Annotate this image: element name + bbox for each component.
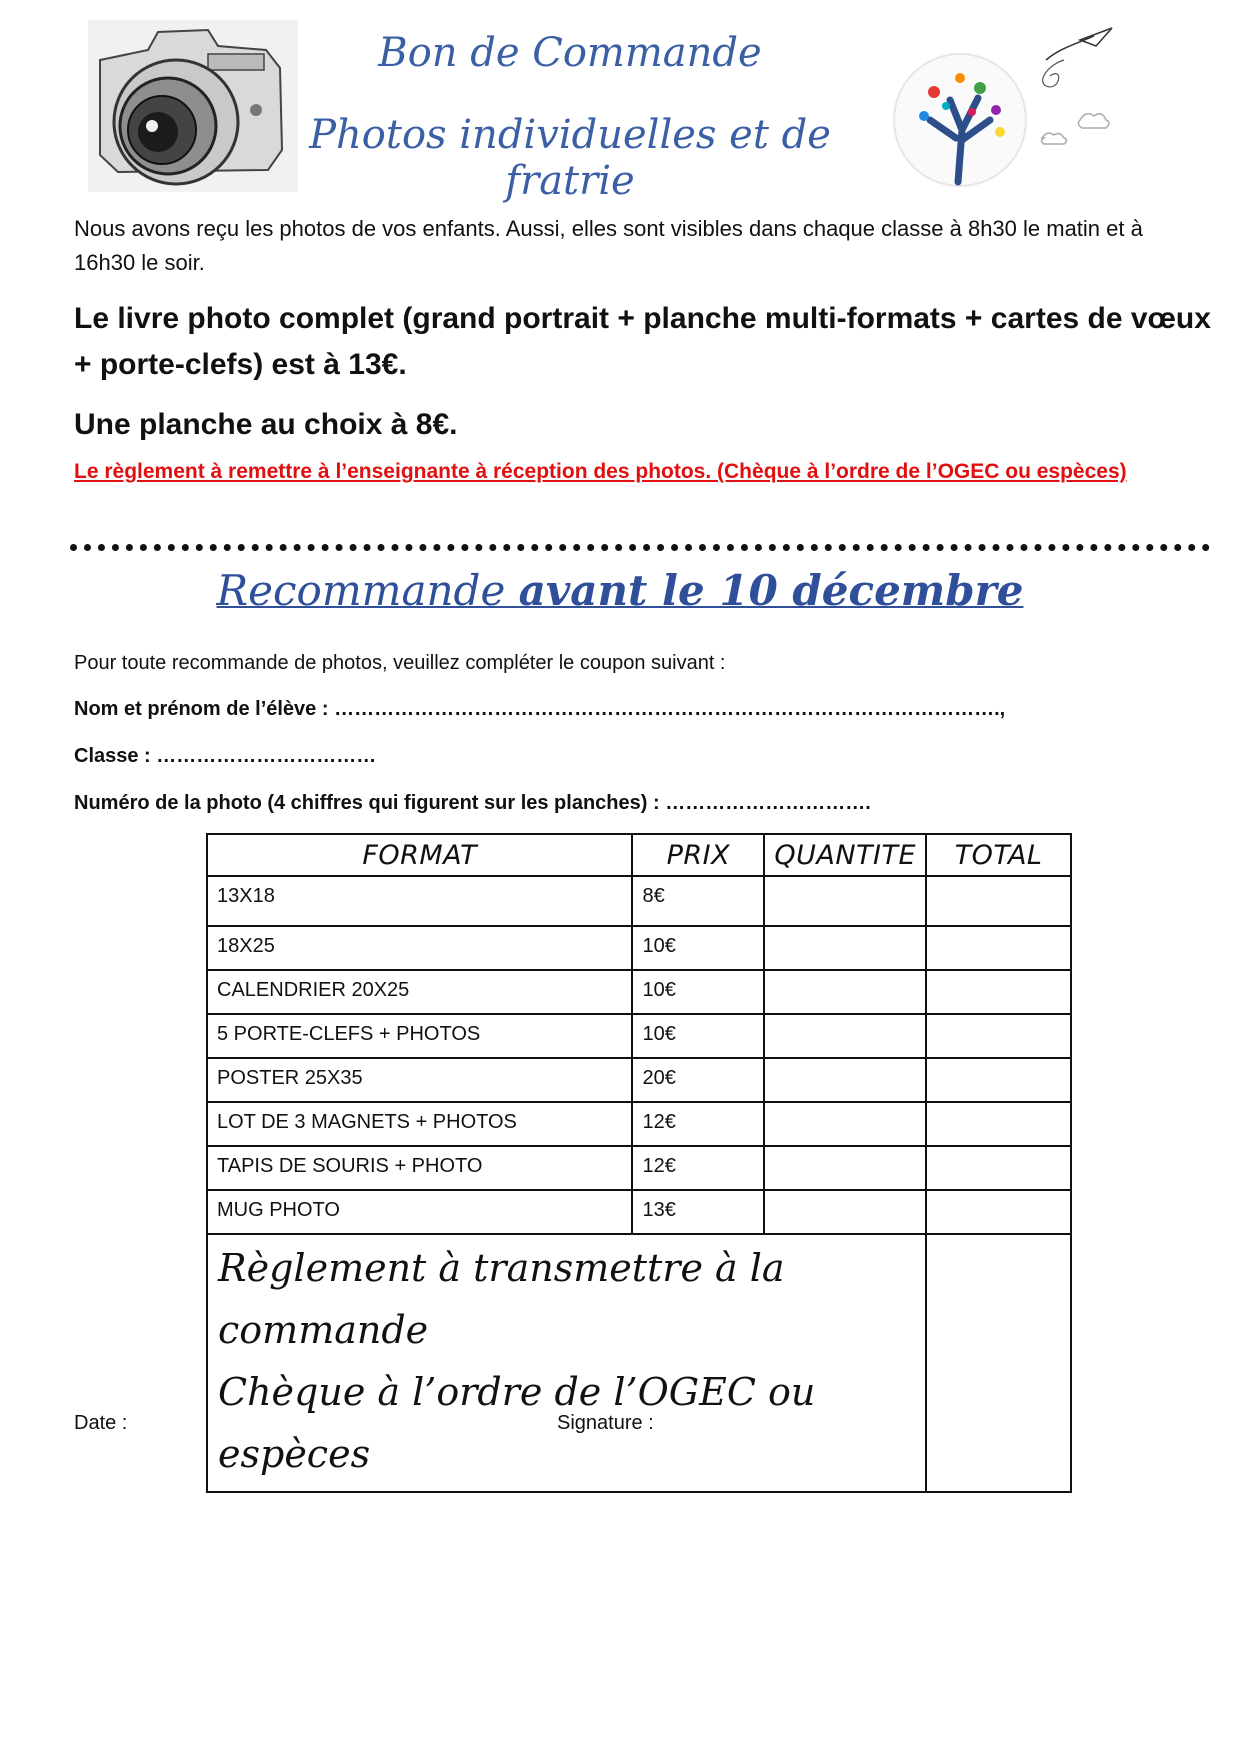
table-row bbox=[207, 970, 1071, 1014]
payment-note-row bbox=[207, 1234, 1071, 1492]
class-field[interactable]: Classe : …………………………… bbox=[74, 745, 377, 767]
title-line-1: Bon de Commande bbox=[378, 30, 762, 76]
format-cell: 13X18 bbox=[207, 876, 632, 926]
format-cell: MUG PHOTO bbox=[207, 1190, 632, 1234]
quantity-cell[interactable] bbox=[764, 1014, 926, 1058]
format-cell: TAPIS DE SOURIS + PHOTO bbox=[207, 1146, 632, 1190]
price-cell: 10€ bbox=[632, 1014, 764, 1058]
quantity-cell[interactable] bbox=[764, 1102, 926, 1146]
total-cell[interactable] bbox=[926, 1102, 1071, 1146]
format-cell: 18X25 bbox=[207, 926, 632, 970]
quantity-cell[interactable] bbox=[764, 926, 926, 970]
payment-note-line-2: Chèque à l’ordre de l’OGEC ou espèces bbox=[218, 1370, 816, 1476]
price-cell: 10€ bbox=[632, 926, 764, 970]
header-total: TOTAL bbox=[926, 834, 1071, 876]
table-row bbox=[207, 1190, 1071, 1234]
header-prix: PRIX bbox=[632, 834, 764, 876]
reorder-deadline: avant le 10 décembre bbox=[518, 566, 1024, 615]
table-row bbox=[207, 926, 1071, 970]
reorder-title bbox=[0, 566, 1240, 615]
signature-label: Signature : bbox=[557, 1412, 654, 1434]
header-format: FORMAT bbox=[207, 834, 632, 876]
total-cell[interactable] bbox=[926, 926, 1071, 970]
order-table bbox=[206, 833, 1072, 1493]
table-row bbox=[207, 1014, 1071, 1058]
payment-note bbox=[207, 1234, 926, 1492]
reorder-title-plain: Recommande bbox=[216, 566, 519, 615]
payment-note-line-1: Règlement à transmettre à la commande bbox=[218, 1246, 785, 1352]
quantity-cell[interactable] bbox=[764, 1190, 926, 1234]
intro-text: Nous avons reçu les photos de vos enfants. Aussi, elles sont visibles dans chaque classe à 8h30 le matin et à 16h30 le soir. bbox=[74, 216, 1143, 275]
price-cell: 12€ bbox=[632, 1146, 764, 1190]
school-logo bbox=[850, 20, 1130, 190]
table-row bbox=[207, 1058, 1071, 1102]
header-quantite: QUANTITE bbox=[764, 834, 926, 876]
total-cell[interactable] bbox=[926, 876, 1071, 926]
table-header-row bbox=[207, 834, 1071, 876]
format-cell: CALENDRIER 20X25 bbox=[207, 970, 632, 1014]
price-cell: 12€ bbox=[632, 1102, 764, 1146]
quantity-cell[interactable] bbox=[764, 876, 926, 926]
table-row bbox=[207, 1102, 1071, 1146]
price-cell: 10€ bbox=[632, 970, 764, 1014]
lead-complete-book: Le livre photo complet (grand portrait + planche multi-formats + cartes de vœux + porte-clefs) est à 13€. bbox=[74, 302, 1211, 381]
total-cell[interactable] bbox=[926, 970, 1071, 1014]
total-cell[interactable] bbox=[926, 1058, 1071, 1102]
lead-single-sheet: Une planche au choix à 8€. bbox=[74, 408, 458, 441]
quantity-cell[interactable] bbox=[764, 970, 926, 1014]
photo-number-field[interactable]: Numéro de la photo (4 chiffres qui figurent sur les planches) : …………………………. bbox=[74, 792, 871, 814]
format-cell: LOT DE 3 MAGNETS + PHOTOS bbox=[207, 1102, 632, 1146]
date-label: Date : bbox=[74, 1412, 128, 1434]
table-row bbox=[207, 1146, 1071, 1190]
format-cell: 5 PORTE-CLEFS + PHOTOS bbox=[207, 1014, 632, 1058]
quantity-cell[interactable] bbox=[764, 1146, 926, 1190]
coupon-intro: Pour toute recommande de photos, veuillez compléter le coupon suivant : bbox=[74, 652, 726, 674]
total-cell[interactable] bbox=[926, 1014, 1071, 1058]
student-name-field[interactable]: Nom et prénom de l’élève : ………………………………………………………………………………………., bbox=[74, 698, 1006, 720]
title-line-2: Photos individuelles et de fratrie bbox=[309, 112, 831, 204]
camera-icon bbox=[88, 20, 298, 192]
total-cell[interactable] bbox=[926, 1146, 1071, 1190]
quantity-cell[interactable] bbox=[764, 1058, 926, 1102]
payment-notice: Le règlement à remettre à l’enseignante à réception des photos. (Chèque à l’ordre de l’OGEC ou espèces) bbox=[74, 460, 1127, 483]
format-cell: POSTER 25X35 bbox=[207, 1058, 632, 1102]
cut-line-divider bbox=[70, 544, 1210, 551]
price-cell: 8€ bbox=[632, 876, 764, 926]
price-cell: 13€ bbox=[632, 1190, 764, 1234]
table-row bbox=[207, 876, 1071, 926]
total-cell[interactable] bbox=[926, 1190, 1071, 1234]
grand-total-cell[interactable] bbox=[926, 1234, 1071, 1492]
price-cell: 20€ bbox=[632, 1058, 764, 1102]
